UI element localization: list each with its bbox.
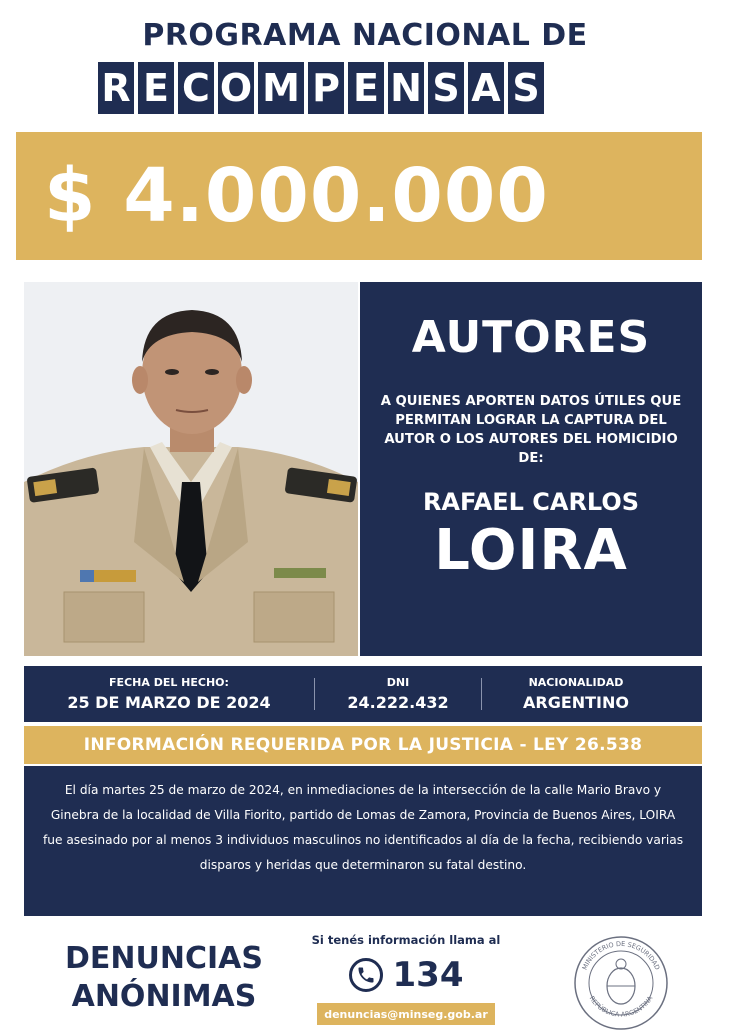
denuncias-line2: ANÓNIMAS	[71, 979, 257, 1014]
authors-description: A QUIENES APORTEN DATOS ÚTILES QUE PERMITAN LOGRAR LA CAPTURA DEL AUTOR O LOS AUTORES DEL HOMICIDIO DE:	[380, 394, 682, 466]
fact-dni	[315, 676, 481, 712]
case-description: El día martes 25 de marzo de 2024, en inmediaciones de la intersección de la calle Mario Bravo y Ginebra de la localidad de Villa Fiorito, partido de Lomas de Zamora, Provincia de Buenos Aires, LOIRA fue asesinado por al menos 3 individuos masculinos no identificados al día de la fecha, recibiendo varias disparos y heridas que determinaron su fatal destino.	[24, 766, 702, 916]
anonymous-reports-heading	[44, 940, 284, 1016]
seal-top-text: MINISTERIO DE SEGURIDAD	[580, 939, 662, 972]
victim-first-name: RAFAEL CARLOS	[422, 488, 640, 516]
seal-bottom-text: REPÚBLICA ARGENTINA	[587, 994, 655, 1019]
contact-hint: Si tenés información llama al	[311, 933, 501, 947]
title-letter: O	[218, 62, 254, 114]
program-title-letters	[98, 62, 544, 114]
title-letter: P	[308, 62, 344, 114]
contact-block	[300, 933, 512, 1025]
svg-text:MINISTERIO DE SEGURIDAD	[581, 940, 662, 971]
svg-text:REPÚBLICA ARGENTINA	[588, 994, 655, 1018]
title-letter: S	[508, 62, 544, 114]
fact-nationality-label: NACIONALIDAD	[528, 676, 624, 689]
fact-dni-label: DNI	[386, 676, 410, 689]
title-letter: S	[428, 62, 464, 114]
fact-nationality-value: ARGENTINO	[522, 693, 629, 712]
fact-date	[24, 676, 314, 712]
denuncias-line1: DENUNCIAS	[65, 941, 263, 976]
title-letter: C	[178, 62, 214, 114]
ministry-seal	[572, 934, 670, 1032]
title-letter: A	[468, 62, 504, 114]
phone-link[interactable]	[300, 955, 512, 995]
victim-portrait-illustration	[24, 282, 358, 656]
victim-last-name: LOIRA	[434, 518, 628, 583]
reward-amount: $ 4.000.000	[16, 132, 702, 260]
title-letter: E	[348, 62, 384, 114]
law-banner: INFORMACIÓN REQUERIDA POR LA JUSTICIA - LEY 26.538	[24, 726, 702, 764]
fact-dni-value: 24.222.432	[347, 693, 449, 712]
victim-photo	[24, 282, 358, 656]
title-letter: N	[388, 62, 424, 114]
title-letter: R	[98, 62, 134, 114]
program-title: PROGRAMA NACIONAL DE	[142, 18, 588, 53]
fact-nationality	[482, 676, 670, 712]
fact-date-value: 25 DE MARZO DE 2024	[67, 693, 271, 712]
fact-date-label: FECHA DEL HECHO:	[109, 676, 229, 689]
phone-number: 134	[392, 955, 464, 995]
title-letter: M	[258, 62, 304, 114]
facts-bar	[24, 666, 702, 722]
title-letter: E	[138, 62, 174, 114]
authors-title: AUTORES	[411, 312, 651, 363]
phone-icon	[349, 958, 383, 992]
email-link[interactable]: denuncias@minseg.gob.ar	[317, 1003, 495, 1025]
authors-panel	[360, 282, 702, 656]
